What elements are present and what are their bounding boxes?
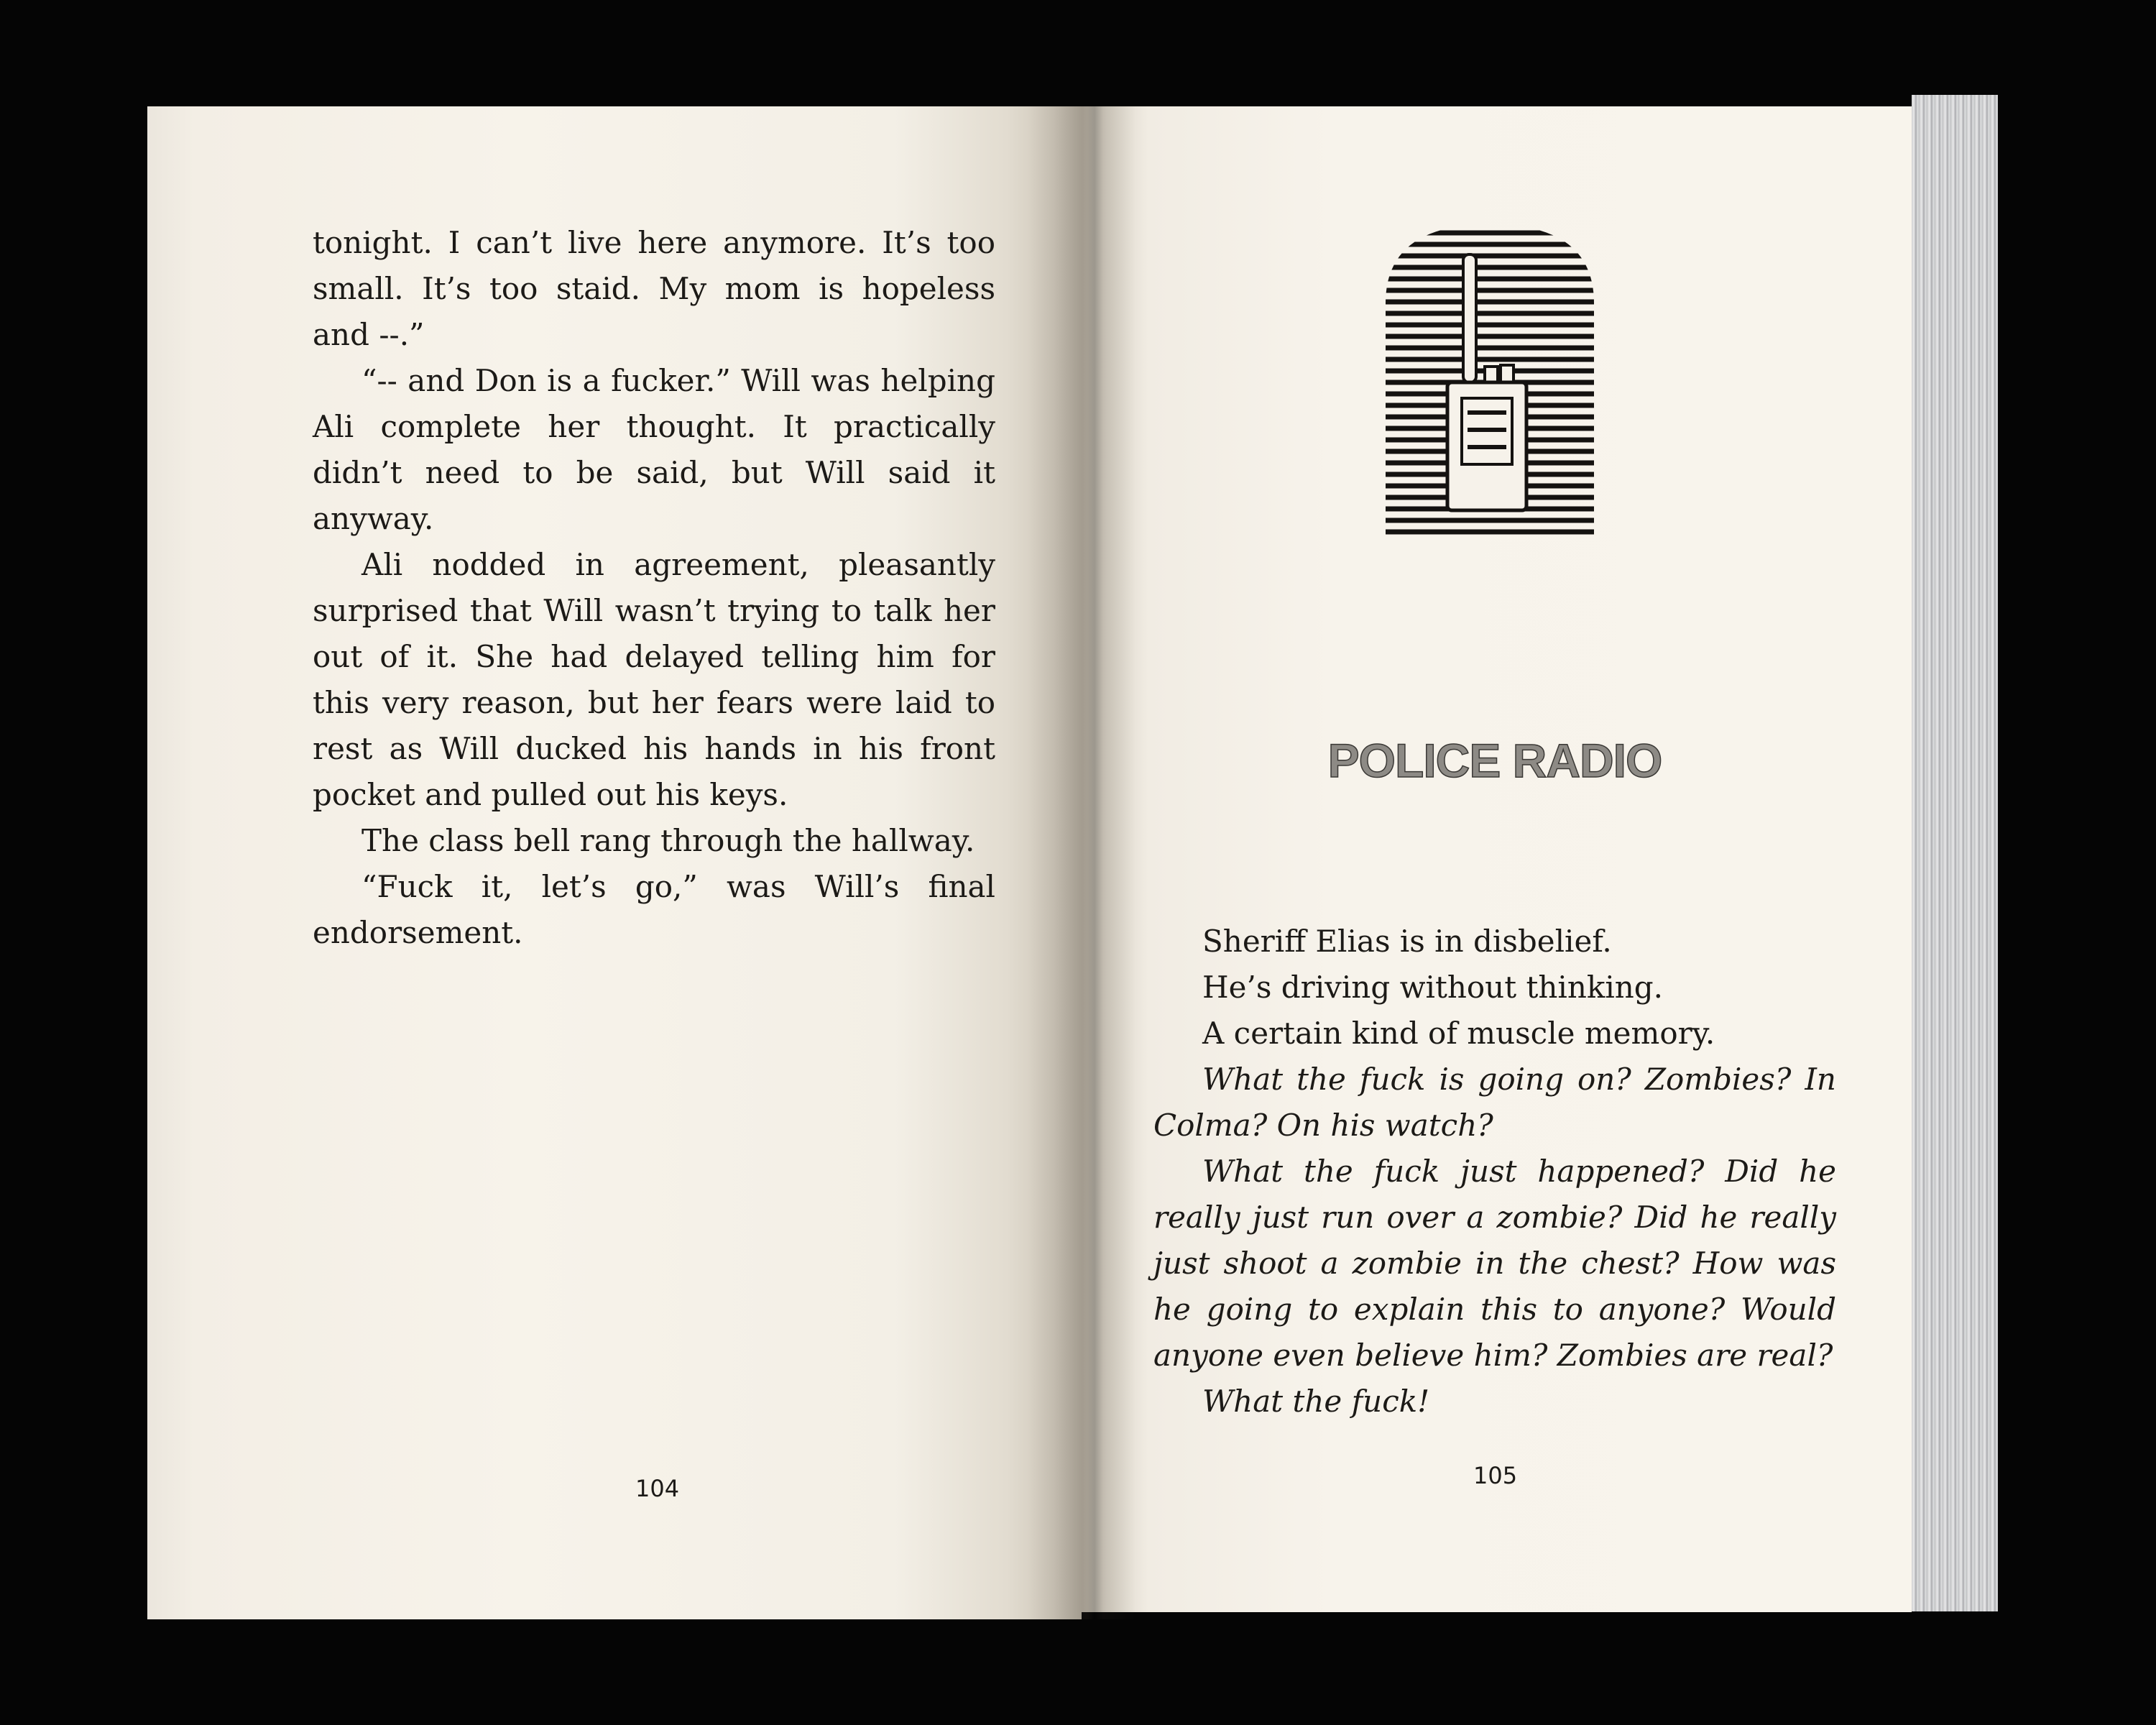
right-page-text xyxy=(1153,919,1836,1425)
page-edges xyxy=(1912,95,1998,1611)
paragraph: Ali nodded in agreement, pleasantly surprised that Will wasn’t trying to talk her out of it. She had delayed telling him for this very reason, but her fears were laid to rest as Will ducked his hands in his front pocket and pulled out his keys. xyxy=(313,547,995,812)
paragraph: Sheriff Elias is in disbelief. xyxy=(1202,924,1612,959)
paragraph: A certain kind of muscle memory. xyxy=(1202,1016,1715,1051)
italic-thought: What the fuck! xyxy=(1202,1384,1430,1419)
page-number-right: 105 xyxy=(1473,1462,1518,1489)
paragraph-italic xyxy=(1153,1057,1836,1149)
paragraph-italic xyxy=(1153,1379,1836,1425)
police-radio-icon xyxy=(1378,217,1601,546)
italic-thought: What the fuck just happened? Did he really just run over a zombie? Did he really just shoot a zombie in the chest? How was he going to explain this to anyone? Would anyone even believe him? Zombies are real? xyxy=(1153,1154,1836,1373)
paragraph: tonight. I can’t live here anymore. It’s too small. It’s too staid. My mom is hopeless and --.” xyxy=(313,225,995,352)
paragraph: The class bell rang through the hallway. xyxy=(361,823,975,858)
chapter-title: POLICE RADIO xyxy=(1327,734,1662,787)
left-page-text xyxy=(313,220,995,956)
paragraph: “-- and Don is a fucker.” Will was helping Ali complete her thought. It practically didn’t need to be said, but Will said it anyway. xyxy=(313,363,995,536)
gutter-shadow xyxy=(1028,106,1135,1619)
page-number-left: 104 xyxy=(635,1475,680,1502)
italic-thought: What the fuck is going on? Zombies? In Colma? On his watch? xyxy=(1153,1062,1836,1143)
paragraph: He’s driving without thinking. xyxy=(1202,970,1664,1005)
paragraph: “Fuck it, let’s go,” was Will’s final endorsement. xyxy=(313,869,995,950)
paragraph-italic xyxy=(1153,1149,1836,1379)
